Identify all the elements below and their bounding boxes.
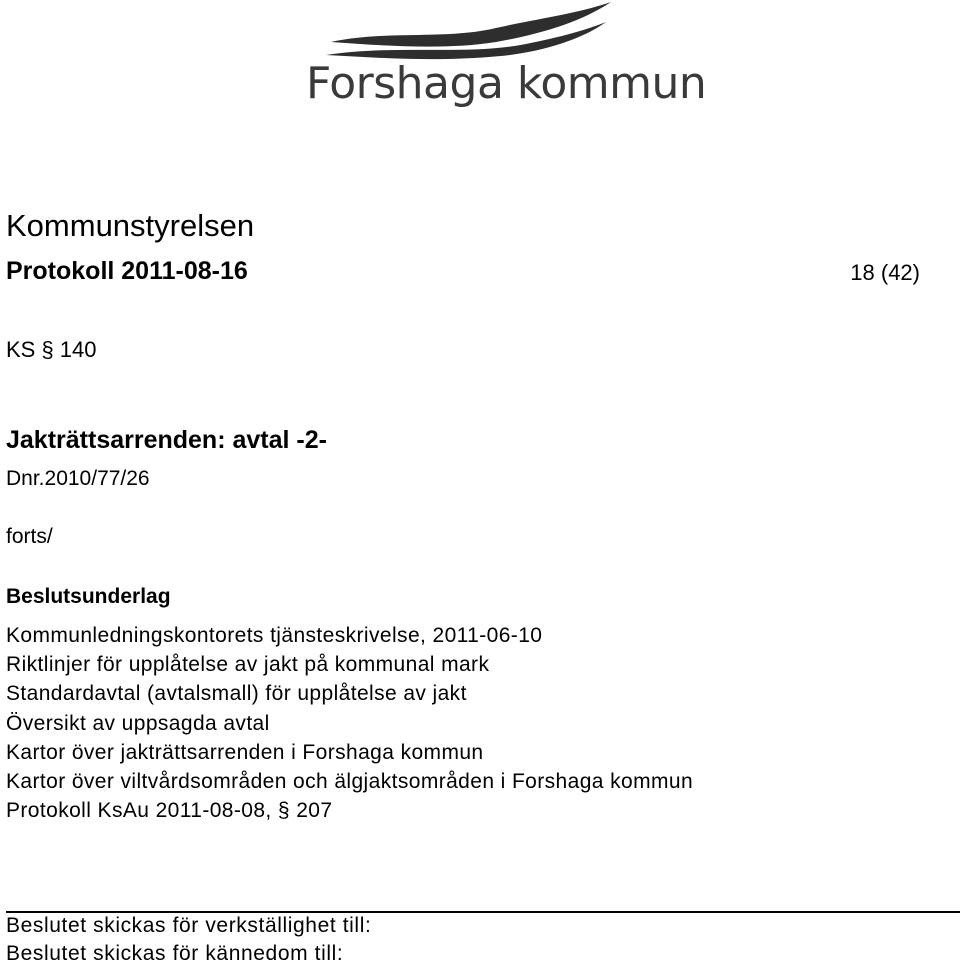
list-item: Protokoll KsAu 2011-08-08, § 207 (6, 799, 333, 823)
page-number: 18 (42) (850, 260, 920, 285)
beslutsunderlag-list (6, 621, 693, 825)
list-item: Kartor över jakträttsarrenden i Forshaga kommun (6, 740, 484, 764)
list-item: Kartor över viltvårdsområden och älgjaktsområden i Forshaga kommun (6, 770, 694, 794)
paragraph-number: KS § 140 (6, 337, 97, 362)
section-title: Jakträttsarrenden: avtal -2- (6, 426, 327, 454)
continued-label: forts/ (6, 525, 53, 548)
organisation-heading: Kommunstyrelsen (6, 208, 255, 243)
list-item: Riktlinjer för upplåtelse av jakt på kommunal mark (6, 653, 490, 677)
logo-text: Forshaga kommun (306, 58, 707, 109)
protocol-heading: Protokoll 2011-08-16 (6, 257, 248, 285)
dnr-number: Dnr.2010/77/26 (6, 467, 150, 490)
distribution-verkstallighet: Beslutet skickas för verkställighet till: (6, 914, 372, 937)
forshaga-logo (296, 0, 707, 115)
list-item: Standardavtal (avtalsmall) för upplåtelse av jakt (6, 682, 467, 706)
wave-logo-icon (326, 0, 616, 60)
footer-divider (6, 911, 960, 913)
list-item: Kommunledningskontorets tjänsteskrivelse, 2011-06-10 (6, 624, 543, 647)
distribution-kannedom: Beslutet skickas för kännedom till: (6, 942, 344, 965)
list-item: Översikt av uppsagda avtal (6, 711, 270, 735)
beslutsunderlag-heading: Beslutsunderlag (6, 585, 171, 608)
